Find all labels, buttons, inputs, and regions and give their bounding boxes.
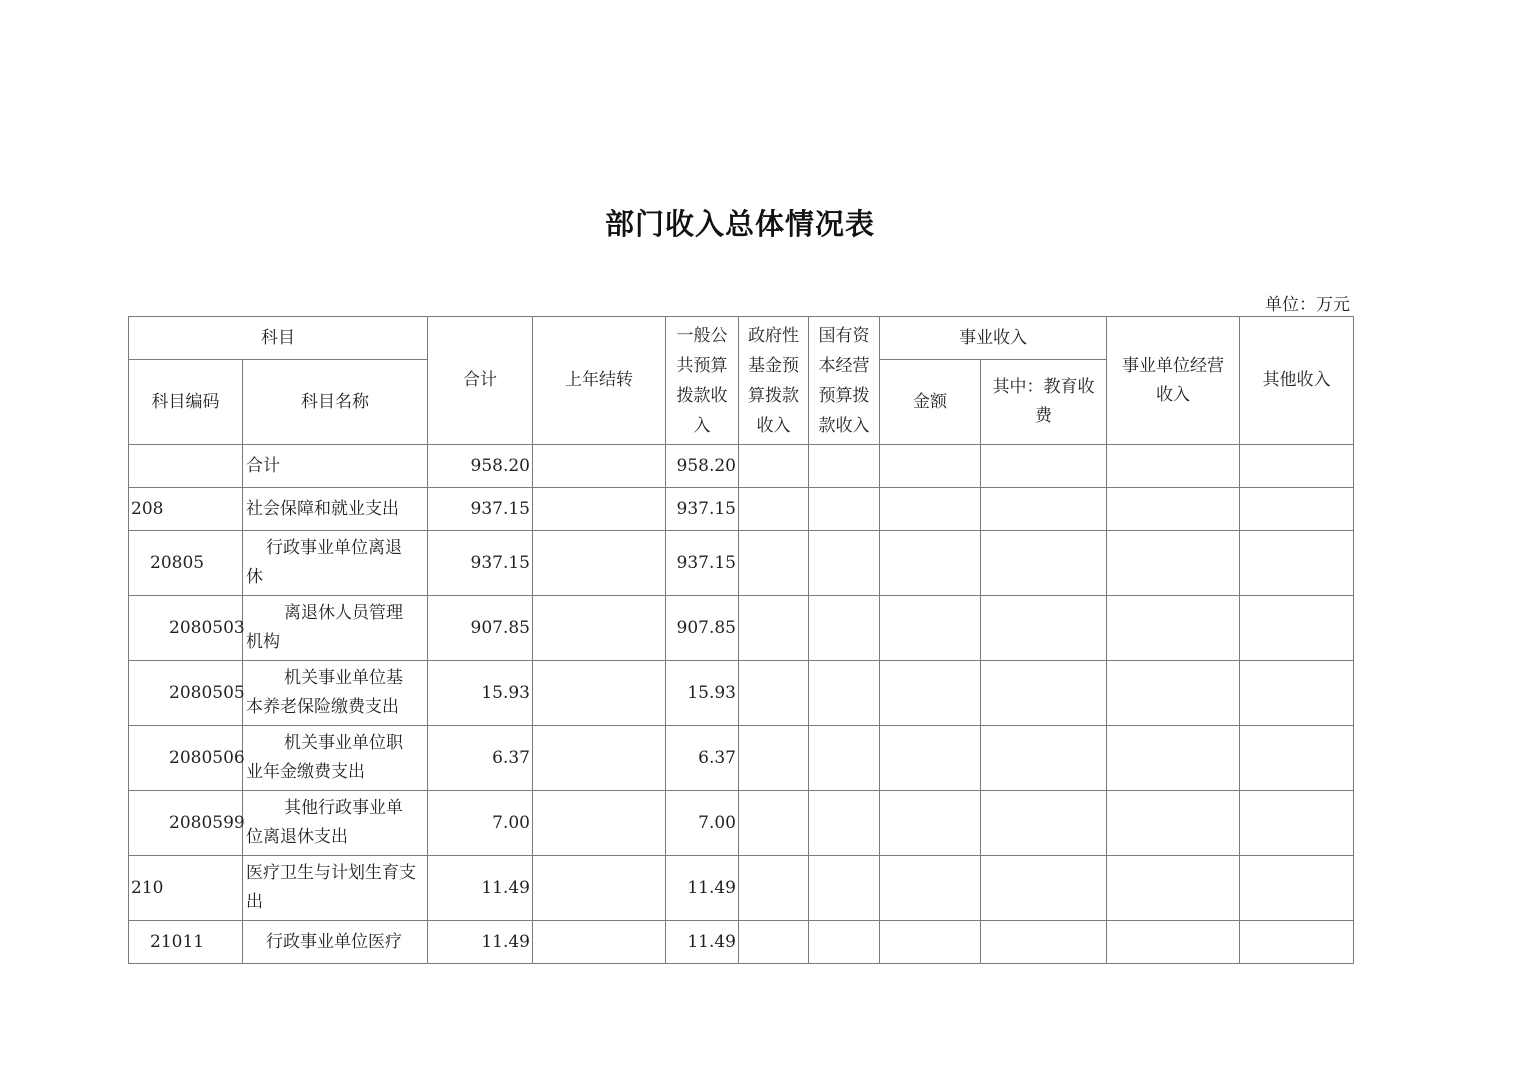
row-name: 机关事业单位基本养老保险缴费支出 [243, 661, 428, 726]
header-total: 合计 [428, 317, 533, 445]
row-total: 15.93 [428, 661, 533, 726]
income-table [128, 316, 1354, 964]
header-amount: 金额 [880, 360, 981, 445]
row-total: 7.00 [428, 791, 533, 856]
header-business-unit-operating: 事业单位经营收入 [1107, 317, 1240, 445]
row-name: 机关事业单位职业年金缴费支出 [243, 726, 428, 791]
row-name: 行政事业单位离退休 [243, 531, 428, 596]
header-carryover: 上年结转 [533, 317, 666, 445]
unit-label: 单位：万元 [1265, 295, 1350, 315]
header-subject-code: 科目编码 [129, 360, 243, 445]
row-total: 958.20 [428, 445, 533, 488]
table-row [129, 791, 1354, 856]
header-state-capital: 国有资本经营预算拨款收入 [809, 317, 880, 445]
row-carryover [533, 726, 666, 791]
header-gov-fund: 政府性基金预算拨款收入 [739, 317, 809, 445]
row-name: 行政事业单位医疗 [243, 921, 428, 964]
table-row [129, 531, 1354, 596]
row-carryover [533, 596, 666, 661]
row-code: 210 [129, 856, 243, 921]
row-name: 合计 [243, 445, 428, 488]
row-carryover [533, 531, 666, 596]
row-code: 208 [129, 488, 243, 531]
row-general: 937.15 [666, 531, 739, 596]
table-row [129, 726, 1354, 791]
row-total: 937.15 [428, 531, 533, 596]
table-row [129, 596, 1354, 661]
row-general: 15.93 [666, 661, 739, 726]
row-general: 11.49 [666, 921, 739, 964]
row-carryover [533, 791, 666, 856]
row-code: 2080599 [129, 791, 243, 856]
row-general: 11.49 [666, 856, 739, 921]
row-general: 958.20 [666, 445, 739, 488]
row-total: 11.49 [428, 856, 533, 921]
table-row [129, 921, 1354, 964]
row-total: 6.37 [428, 726, 533, 791]
row-code: 2080503 [129, 596, 243, 661]
header-other-income: 其他收入 [1240, 317, 1354, 445]
row-general: 907.85 [666, 596, 739, 661]
row-carryover [533, 445, 666, 488]
row-total: 937.15 [428, 488, 533, 531]
header-education-fee: 其中：教育收费 [981, 360, 1107, 445]
table-row [129, 488, 1354, 531]
table-row [129, 661, 1354, 726]
row-name: 医疗卫生与计划生育支出 [243, 856, 428, 921]
row-carryover [533, 488, 666, 531]
page-title: 部门收入总体情况表 [604, 207, 875, 241]
row-carryover [533, 661, 666, 726]
header-business-income: 事业收入 [880, 317, 1107, 360]
row-code: 20805 [129, 531, 243, 596]
row-code: 2080506 [129, 726, 243, 791]
row-name: 社会保障和就业支出 [243, 488, 428, 531]
table-row [129, 445, 1354, 488]
row-code: 21011 [129, 921, 243, 964]
row-general: 7.00 [666, 791, 739, 856]
header-subject-name: 科目名称 [243, 360, 428, 445]
row-name: 其他行政事业单位离退休支出 [243, 791, 428, 856]
row-carryover [533, 856, 666, 921]
row-code [129, 445, 243, 488]
header-subject: 科目 [129, 317, 428, 360]
row-carryover [533, 921, 666, 964]
row-total: 11.49 [428, 921, 533, 964]
row-name: 离退休人员管理机构 [243, 596, 428, 661]
table-row [129, 856, 1354, 921]
row-general: 6.37 [666, 726, 739, 791]
row-total: 907.85 [428, 596, 533, 661]
header-general-budget: 一般公共预算拨款收入 [666, 317, 739, 445]
row-code: 2080505 [129, 661, 243, 726]
row-general: 937.15 [666, 488, 739, 531]
